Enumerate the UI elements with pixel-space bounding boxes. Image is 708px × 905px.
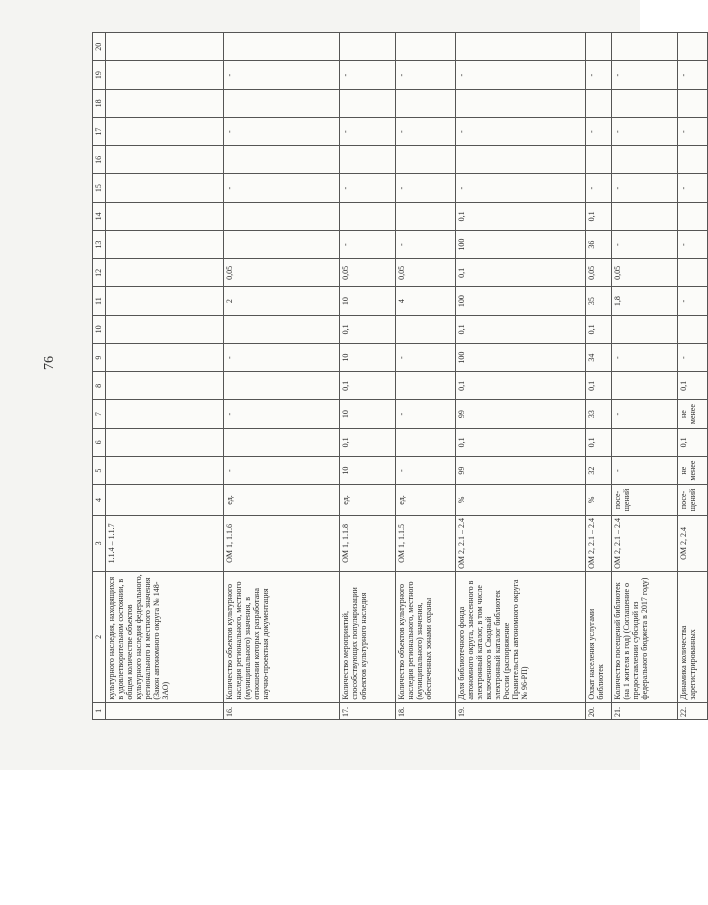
row-number-cell: 18. — [396, 702, 456, 719]
table-cell: 0,1 — [586, 372, 612, 400]
table-cell: - — [678, 61, 708, 89]
table-cell: 0,1 — [456, 372, 586, 400]
table-cell: 99 — [456, 456, 586, 484]
table-cell — [396, 89, 456, 117]
row-number-cell: 16. — [224, 702, 340, 719]
indicator-name-cell: Охват населения услугами библиотек — [586, 572, 612, 702]
column-number: 18 — [93, 89, 106, 117]
table-cell: посе-щений — [678, 485, 708, 515]
page-number: 76 — [42, 356, 57, 370]
table-cell — [396, 33, 456, 61]
column-number: 17 — [93, 117, 106, 145]
table-cell — [106, 315, 224, 343]
table-cell — [106, 117, 224, 145]
table-cell: - — [586, 174, 612, 202]
column-number: 12 — [93, 259, 106, 287]
table-cell: - — [224, 400, 340, 428]
table-cell: 2 — [224, 287, 340, 315]
table-cell: - — [612, 117, 678, 145]
table-cell: ОМ 2, 2.1 – 2.4 — [456, 515, 586, 572]
column-number: 14 — [93, 202, 106, 230]
table-cell — [678, 315, 708, 343]
table-cell — [586, 89, 612, 117]
table-cell: - — [340, 230, 396, 258]
table-cell: ОМ 2, 2.1 – 2.4 — [586, 515, 612, 572]
table-cell — [612, 89, 678, 117]
column-number: 5 — [93, 456, 106, 484]
table-cell — [106, 400, 224, 428]
table-cell: 100 — [456, 230, 586, 258]
table-cell — [106, 343, 224, 371]
table-cell: 0,1 — [678, 372, 708, 400]
table-cell: - — [396, 343, 456, 371]
column-number-row — [93, 33, 106, 720]
table-cell: - — [396, 456, 456, 484]
table-cell — [106, 230, 224, 258]
table-row — [678, 33, 708, 720]
table-cell — [106, 259, 224, 287]
table-cell — [340, 202, 396, 230]
table-cell: - — [678, 287, 708, 315]
table-cell: 10 — [340, 456, 396, 484]
table-cell: - — [396, 61, 456, 89]
table-cell — [224, 202, 340, 230]
indicator-name-cell: Количество объектов культурного наследия регионального, местного (муниципального) значения, в отношении которых разработана научно-проектная документация — [224, 572, 340, 702]
table-cell: 0,05 — [224, 259, 340, 287]
table-cell — [612, 146, 678, 174]
table-cell: 4 — [396, 287, 456, 315]
column-number: 16 — [93, 146, 106, 174]
table-cell — [678, 33, 708, 61]
column-number: 11 — [93, 287, 106, 315]
table-cell: 36 — [586, 230, 612, 258]
table-cell: 0,05 — [340, 259, 396, 287]
table-cell: - — [224, 174, 340, 202]
table-cell — [612, 33, 678, 61]
table-cell: не менее — [678, 456, 708, 484]
table-cell: - — [678, 117, 708, 145]
column-number: 10 — [93, 315, 106, 343]
column-number: 3 — [93, 515, 106, 572]
rotated-table-container — [92, 32, 697, 720]
table-cell — [106, 146, 224, 174]
row-number-cell — [106, 702, 224, 719]
row-number-cell: 17. — [340, 702, 396, 719]
table-cell — [106, 61, 224, 89]
table-cell: 0,1 — [340, 428, 396, 456]
table-cell — [396, 428, 456, 456]
table-cell: - — [456, 174, 586, 202]
table-cell: - — [396, 400, 456, 428]
table-cell: 10 — [340, 287, 396, 315]
table-cell: ОМ 2, 2.1 – 2.4 — [612, 515, 678, 572]
table-cell: - — [456, 61, 586, 89]
table-cell — [106, 287, 224, 315]
table-cell: - — [340, 117, 396, 145]
column-number: 4 — [93, 485, 106, 515]
table-cell — [106, 33, 224, 61]
table-cell: 0,1 — [456, 259, 586, 287]
table-cell — [456, 146, 586, 174]
table-cell: 0,1 — [586, 428, 612, 456]
table-cell — [224, 33, 340, 61]
table-cell — [106, 174, 224, 202]
table-cell: 35 — [586, 287, 612, 315]
table-cell: 99 — [456, 400, 586, 428]
table-cell: ОМ 1, 1.1.8 — [340, 515, 396, 572]
table-cell: 0,05 — [612, 259, 678, 287]
table-row — [224, 33, 340, 720]
table-cell — [340, 146, 396, 174]
table-cell: 32 — [586, 456, 612, 484]
row-number-cell: 22. — [678, 702, 708, 719]
table-cell: 10 — [340, 343, 396, 371]
table-cell — [678, 89, 708, 117]
table-cell: - — [224, 117, 340, 145]
table-cell: не менее — [678, 400, 708, 428]
table-cell — [340, 89, 396, 117]
indicator-name-cell: Количество посещений библиотек (на 1 жителя в год) (Соглашение о предоставлении субсидий из федерального бюджета в 2017 году) — [612, 572, 678, 702]
table-cell: - — [612, 343, 678, 371]
table-cell: посе-щений — [612, 485, 678, 515]
table-cell: 33 — [586, 400, 612, 428]
table-cell — [224, 146, 340, 174]
indicator-name-cell: Количество мероприятий, способствующих популяризации объектов культурного наследия — [340, 572, 396, 702]
table-cell — [612, 315, 678, 343]
table-cell — [396, 315, 456, 343]
table-cell: - — [612, 174, 678, 202]
table-cell: - — [224, 61, 340, 89]
row-number-cell: 19. — [456, 702, 586, 719]
table-cell — [224, 315, 340, 343]
table-cell — [612, 428, 678, 456]
column-number: 15 — [93, 174, 106, 202]
table-cell: ед. — [224, 485, 340, 515]
table-cell: 0,1 — [456, 202, 586, 230]
column-number: 8 — [93, 372, 106, 400]
table-cell: ОМ 2, 2.4 — [678, 515, 708, 572]
table-cell — [224, 372, 340, 400]
table-cell — [106, 456, 224, 484]
table-cell — [678, 259, 708, 287]
table-cell: 1.1.4 – 1.1.7 — [106, 515, 224, 572]
table-cell — [678, 202, 708, 230]
table-cell: 10 — [340, 400, 396, 428]
table-cell: % — [456, 485, 586, 515]
table-cell: ОМ 1, 1.1.6 — [224, 515, 340, 572]
column-number: 20 — [93, 33, 106, 61]
table-cell: - — [224, 343, 340, 371]
column-number: 2 — [93, 572, 106, 702]
table-cell — [612, 202, 678, 230]
table-cell — [340, 33, 396, 61]
table-cell — [586, 146, 612, 174]
table-row — [106, 33, 224, 720]
table-cell: - — [678, 230, 708, 258]
table-cell: 0,1 — [678, 428, 708, 456]
column-number: 7 — [93, 400, 106, 428]
table-cell: 0,05 — [586, 259, 612, 287]
table-cell: ед. — [340, 485, 396, 515]
table-cell: - — [456, 117, 586, 145]
table-cell — [224, 230, 340, 258]
column-number: 6 — [93, 428, 106, 456]
table-cell — [106, 485, 224, 515]
table-cell — [106, 202, 224, 230]
table-cell — [224, 89, 340, 117]
table-cell: ОМ 1, 1.1.5 — [396, 515, 456, 572]
table-cell: - — [396, 174, 456, 202]
table-cell — [106, 372, 224, 400]
table-cell: 0,1 — [340, 372, 396, 400]
table-cell: - — [678, 174, 708, 202]
table-cell: 0,05 — [396, 259, 456, 287]
table-cell — [678, 146, 708, 174]
table-cell: 100 — [456, 287, 586, 315]
table-cell — [586, 33, 612, 61]
table-cell: 0,1 — [456, 315, 586, 343]
indicator-name-cell: культурного наследия, находящихся в удовлетворительном состоянии, в общем количестве объектов культурного наследия федерального, регионального и местного значения (Закон автономного округа № 148-ЗАО) — [106, 572, 224, 702]
table-cell: - — [340, 61, 396, 89]
table-cell — [396, 146, 456, 174]
table-cell: 0,1 — [586, 202, 612, 230]
column-number: 19 — [93, 61, 106, 89]
indicators-table — [92, 32, 708, 720]
table-cell: - — [224, 456, 340, 484]
indicator-name-cell: Количество объектов культурного наследия регионального, местного (муниципального) значения, обеспеченных зонами охраны — [396, 572, 456, 702]
table-cell — [396, 202, 456, 230]
table-cell: - — [612, 456, 678, 484]
table-cell: 0,1 — [340, 315, 396, 343]
table-cell — [224, 428, 340, 456]
table-cell — [456, 33, 586, 61]
column-number: 1 — [93, 702, 106, 719]
table-cell — [106, 89, 224, 117]
table-row — [396, 33, 456, 720]
table-cell: - — [396, 230, 456, 258]
table-row — [456, 33, 586, 720]
table-cell: - — [678, 343, 708, 371]
column-number: 13 — [93, 230, 106, 258]
table-cell: 34 — [586, 343, 612, 371]
table-cell: 0,1 — [456, 428, 586, 456]
row-number-cell: 21. — [612, 702, 678, 719]
table-cell: - — [612, 400, 678, 428]
table-cell: % — [586, 485, 612, 515]
table-cell: 0,1 — [586, 315, 612, 343]
table-cell: ед. — [396, 485, 456, 515]
table-cell — [456, 89, 586, 117]
table-cell: - — [396, 117, 456, 145]
table-cell: - — [586, 117, 612, 145]
table-cell — [612, 372, 678, 400]
table-cell — [396, 372, 456, 400]
table-cell — [106, 428, 224, 456]
indicator-name-cell: Доля библиотечного фонда автономного округа, занесенного в электронный каталог, в том числе включенного в Сводный электронный каталог библиотек России (распоряжение Правительства автономного округа № 96-РП) — [456, 572, 586, 702]
indicator-name-cell: Динамика количества зарегистрированных — [678, 572, 708, 702]
table-cell: - — [586, 61, 612, 89]
table-row — [586, 33, 612, 720]
row-number-cell: 20. — [586, 702, 612, 719]
column-number: 9 — [93, 343, 106, 371]
table-row — [340, 33, 396, 720]
table-cell: 100 — [456, 343, 586, 371]
table-cell: - — [340, 174, 396, 202]
table-row — [612, 33, 678, 720]
table-cell: - — [612, 61, 678, 89]
table-cell: - — [612, 230, 678, 258]
table-cell: 1,8 — [612, 287, 678, 315]
